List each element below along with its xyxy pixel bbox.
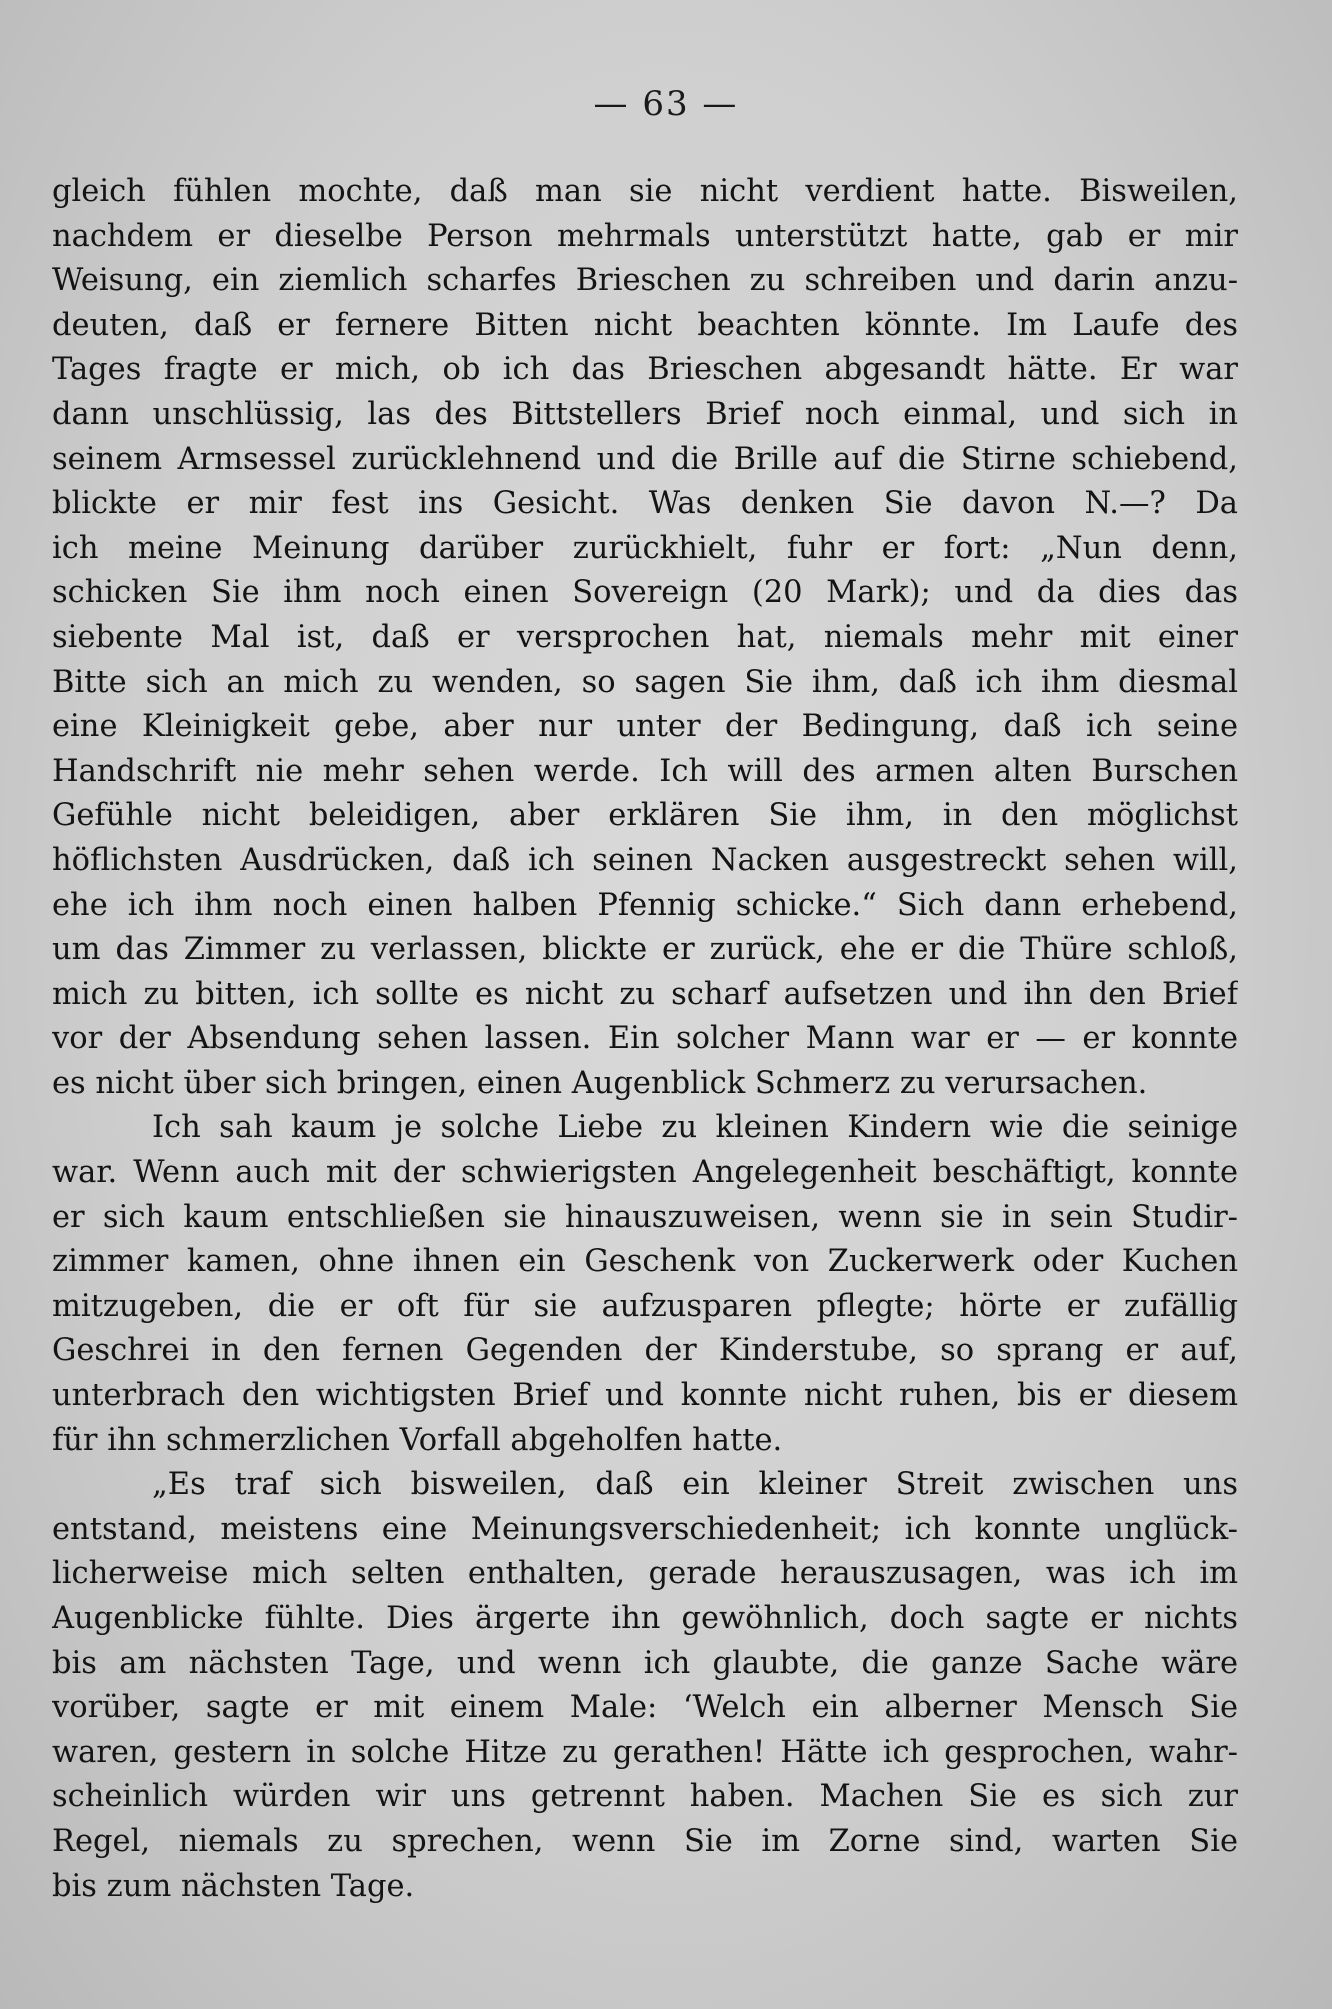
- text-line: siebente Mal ist, daß er versprochen hat, niemals mehr mit einer: [52, 619, 1238, 655]
- body-text: [52, 170, 1238, 1909]
- text-line: mich zu bitten, ich sollte es nicht zu scharf aufsetzen und ihn den Brief: [52, 976, 1238, 1012]
- text-line: gleich fühlen mochte, daß man sie nicht verdient hatte. Bisweilen,: [52, 174, 1238, 209]
- page-number: — 63 —: [593, 84, 739, 124]
- text-line: scheinlich würden wir uns getrennt haben. Machen Sie es sich zur: [52, 1779, 1238, 1815]
- text-line: vor der Absendung sehen lassen. Ein solcher Mann war er — er konnte: [52, 1021, 1238, 1057]
- text-line: zimmer kamen, ohne ihnen ein Geschenk von Zuckerwerk oder Kuchen: [52, 1244, 1238, 1280]
- text-line: Augenblicke fühlte. Dies ärgerte ihn gewöhnlich, doch sagte er nichts: [52, 1601, 1238, 1636]
- text-line: höflichsten Ausdrücken, daß ich seinen Nacken ausgestreckt sehen will,: [52, 842, 1238, 878]
- text-line: seinem Armsessel zurücklehnend und die Brille auf die Stirne schiebend,: [52, 441, 1238, 477]
- text-line: Bitte sich an mich zu wenden, so sagen Sie ihm, daß ich ihm diesmal: [52, 664, 1238, 700]
- text-line: deuten, daß er fernere Bitten nicht beachten könnte. Im Laufe des: [52, 307, 1238, 343]
- text-line: eine Kleinigkeit gebe, aber nur unter der Bedingung, daß ich seine: [52, 709, 1238, 745]
- text-line: Handschrift nie mehr sehen werde. Ich will des armen alten Burschen: [52, 753, 1238, 789]
- text-line: ehe ich ihm noch einen halben Pfennig schicke.“ Sich dann erhebend,: [52, 887, 1238, 923]
- text-line: Ich sah kaum je solche Liebe zu kleinen Kindern wie die seinige: [152, 1110, 1238, 1146]
- text-line: für ihn schmerzlichen Vorfall abgeholfen hatte.: [52, 1422, 783, 1458]
- text-line: mitzugeben, die er oft für sie aufzusparen pflegte; hörte er zufällig: [52, 1288, 1238, 1324]
- text-line: vorüber, sagte er mit einem Male: ‘Welch ein alberner Mensch Sie: [52, 1690, 1238, 1726]
- text-line: licherweise mich selten enthalten, gerade herauszusagen, was ich im: [52, 1556, 1238, 1592]
- text-line: „Es traf sich bisweilen, daß ein kleiner Streit zwischen uns: [152, 1467, 1238, 1503]
- text-line: ich meine Meinung darüber zurückhielt, fuhr er fort: „Nun denn,: [52, 530, 1238, 566]
- text-line: unterbrach den wichtigsten Brief und konnte nicht ruhen, bis er diesem: [52, 1378, 1238, 1414]
- text-line: waren, gestern in solche Hitze zu gerathen! Hätte ich gesprochen, wahr-: [52, 1734, 1238, 1770]
- text-line: er sich kaum entschließen sie hinauszuweisen, wenn sie in sein Studir-: [52, 1199, 1238, 1235]
- text-line: es nicht über sich bringen, einen Augenblick Schmerz zu verursachen.: [52, 1065, 1148, 1101]
- text-line: Tages fragte er mich, ob ich das Brieschen abgesandt hätte. Er war: [52, 352, 1238, 388]
- text-line: dann unschlüssig, las des Bittstellers Brief noch einmal, und sich in: [52, 396, 1238, 432]
- text-line: Gefühle nicht beleidigen, aber erklären Sie ihm, in den möglichst: [52, 798, 1238, 834]
- text-line: schicken Sie ihm noch einen Sovereign (20 Mark); und da dies das: [52, 575, 1238, 611]
- text-line: entstand, meistens eine Meinungsverschiedenheit; ich konnte unglück-: [52, 1511, 1238, 1547]
- text-line: nachdem er dieselbe Person mehrmals unterstützt hatte, gab er mir: [52, 218, 1238, 254]
- text-line: blickte er mir fest ins Gesicht. Was denken Sie davon N.—? Da: [52, 486, 1238, 522]
- text-line: war. Wenn auch mit der schwierigsten Angelegenheit beschäftigt, konnte: [52, 1155, 1238, 1191]
- text-line: Geschrei in den fernen Gegenden der Kinderstube, so sprang er auf,: [52, 1333, 1238, 1369]
- text-line: Regel, niemals zu sprechen, wenn Sie im Zorne sind, warten Sie: [52, 1823, 1238, 1859]
- text-line: bis am nächsten Tage, und wenn ich glaubte, die ganze Sache wäre: [52, 1645, 1238, 1681]
- text-line: Weisung, ein ziemlich scharfes Brieschen zu schreiben und darin anzu-: [52, 263, 1238, 299]
- text-line: um das Zimmer zu verlassen, blickte er zurück, ehe er die Thüre schloß,: [52, 932, 1238, 968]
- text-line: bis zum nächsten Tage.: [52, 1868, 415, 1904]
